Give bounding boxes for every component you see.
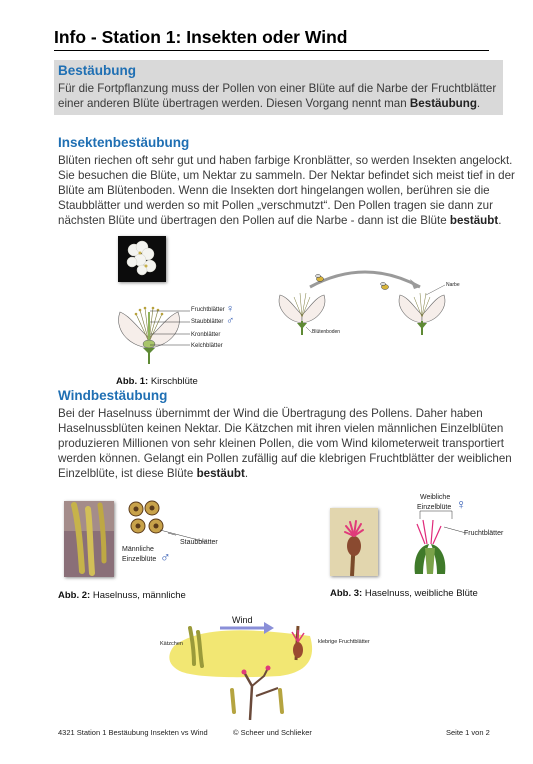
wind-transport-illustration: [160, 616, 320, 720]
insekten-text: [58, 153, 515, 228]
label-wind: Wind: [232, 615, 253, 625]
insekten-line-3: Blüte am Blütenboden. Wenn die Insekten dort hingelangen wollen, berühren sie die: [58, 184, 490, 197]
insekten-line-1: Blüten riechen oft sehr gut und haben farbige Kronblätter, so werden Insekten angelockt.: [58, 154, 513, 167]
bestaeubung-line-2: einer anderen Blüte übertragen werden. Diesen Vorgang nennt man Bestäubung.: [58, 97, 481, 110]
wind-text: [58, 406, 512, 481]
wind-bestaeubt: bestäubt: [196, 467, 245, 480]
label-fig3-einzelbluete: Einzelblüte: [417, 504, 452, 511]
pollination-diagram: [270, 263, 455, 338]
wind-heading: Windbestäubung: [58, 388, 168, 403]
label-maennliche: Männliche: [122, 546, 154, 553]
title-rule: [54, 50, 489, 51]
insekten-heading: Insektenbestäubung: [58, 135, 190, 150]
label-kelchblaetter: Kelchblätter: [191, 343, 223, 349]
label-fig2-staubblaetter: Staubblätter: [180, 539, 218, 546]
hazel-catkins-photo: [64, 501, 114, 577]
fig3-caption: Abb. 3: Haselnuss, weibliche Blüte: [330, 588, 478, 599]
label-staubblaetter: Staubblätter: [191, 319, 224, 325]
insekten-line-4: Staubblätter und werden so mit Pollen „verschmutzt“. Den Pollen tragen sie dann zur: [58, 199, 493, 212]
label-narbe: Narbe: [446, 282, 460, 288]
male-symbol-icon: ♂: [226, 315, 235, 327]
female-symbol-fig3-icon: ♀: [456, 496, 467, 512]
fig1-caption: Abb. 1: Kirschblüte: [116, 376, 198, 387]
female-symbol-icon: ♀: [226, 303, 235, 315]
cherry-blossom-photo: [118, 236, 166, 282]
bestaeubung-line-1: Für die Fortpflanzung muss der Pollen von einer Blüte auf die Narbe der Fruchtblätter: [58, 82, 497, 95]
label-kronblaetter: Kronblätter: [191, 332, 221, 338]
page-title: Info - Station 1: Insekten oder Wind: [54, 27, 348, 47]
footer-center: © Scheer und Schlieker: [233, 728, 312, 737]
footer-right: Seite 1 von 2: [446, 728, 490, 737]
wind-line-3: produzieren Millionen von sehr kleinen Pollen, die vom Wind kilometerweit transportiert: [58, 437, 504, 450]
male-symbol-fig2-icon: ♂: [160, 549, 171, 565]
footer-left: 4321 Station 1 Bestäubung Insekten vs Wind: [58, 728, 208, 737]
bestaeubung-text: [58, 81, 498, 111]
label-fruchtblaetter: Fruchtblätter: [191, 307, 225, 313]
bestaeubung-term: Bestäubung: [409, 97, 477, 110]
wind-line-4: werden können. Gelangt ein Pollen zufällig auf die klebrigen Fruchtblätter der weiblichen: [58, 452, 512, 465]
insekten-bestaeubt: bestäubt: [449, 214, 499, 227]
label-fig3-fruchtblaetter: Fruchtblätter: [464, 530, 504, 537]
label-klebrige-fruchtblaetter: klebrige Fruchtblätter: [318, 639, 370, 645]
fig2-caption: Abb. 2: Haselnuss, männliche: [58, 590, 186, 601]
bestaeubung-heading: Bestäubung: [58, 63, 137, 78]
hazel-female-photo: [330, 508, 378, 576]
insekten-line-5: nächsten Blüte und übertragen den Pollen auf die Narbe - dann ist die Blüte bestäubt.: [58, 214, 502, 227]
label-fig2-einzelbluete: Einzelblüte: [122, 556, 157, 563]
wind-line-2: Haselnussblüten keinen Nektar. Die Kätzchen mit ihren vielen männlichen Einzelblüten: [58, 422, 504, 435]
insekten-line-2: Sie besuchen die Blüte, um Nektar zu sammeln. Der Nektar befindet sich meist tief in der: [58, 169, 515, 182]
label-kaetzchen: Kätzchen: [160, 641, 183, 647]
wind-line-5: Einzelblüte, ist diese Blüte bestäubt.: [58, 467, 249, 480]
wind-line-1: Bei der Haselnuss übernimmt der Wind die Übertragung des Pollens. Daher haben: [58, 407, 483, 420]
label-bluetenboden: Blütenboden: [312, 329, 341, 335]
label-weibliche: Weibliche: [420, 494, 451, 501]
